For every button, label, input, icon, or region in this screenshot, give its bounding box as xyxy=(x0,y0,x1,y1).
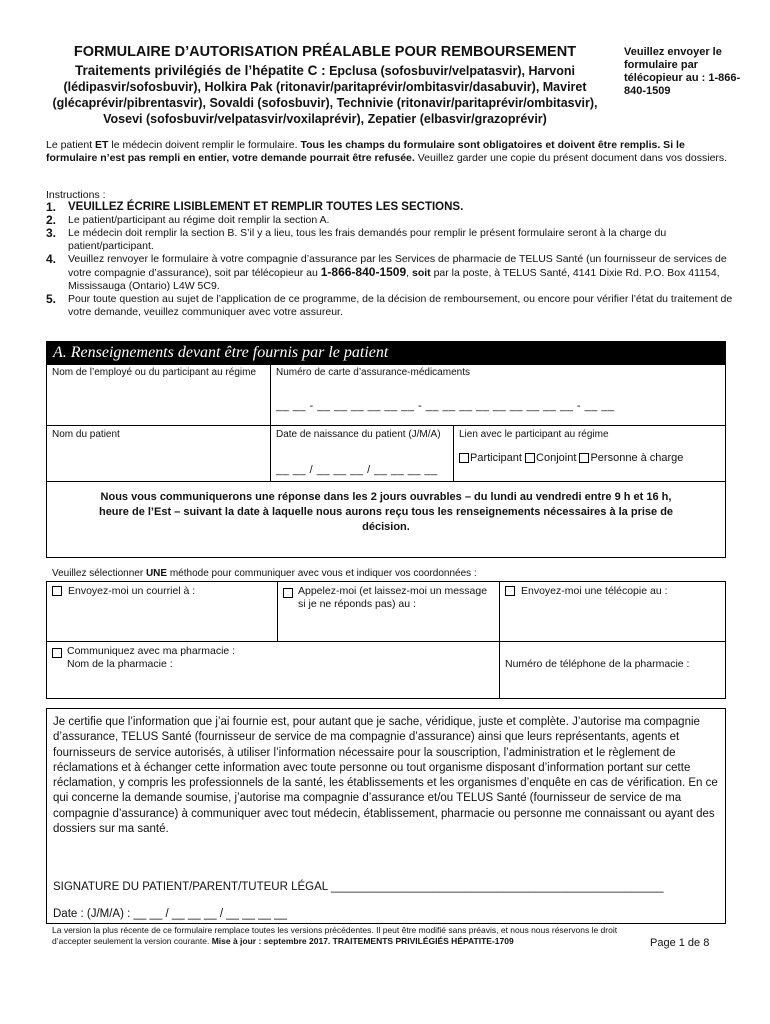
patient-name-field[interactable] xyxy=(47,426,271,482)
contact-intro-text: méthode pour communiquer avec vous et indiquer vos coordonnées : xyxy=(167,568,477,579)
instruction-number: 3. xyxy=(46,226,57,240)
pharmacy-phone-field[interactable] xyxy=(500,642,725,698)
instruction-text: par la poste, à TELUS Santé, 4141 Dixie Rd. P.O. Box 41154, Mississauga (Ontario) L4W 5C9. xyxy=(68,267,720,292)
option-conjoint[interactable] xyxy=(525,452,576,464)
instruction-item xyxy=(46,293,736,319)
checkbox-icon[interactable] xyxy=(525,453,535,463)
contact-phone-option[interactable] xyxy=(278,582,500,642)
checkbox-icon[interactable] xyxy=(579,453,589,463)
instruction-text: Pour toute question au sujet de l’application de ce programme, de la décision de remboursement, ou encore pour vérifier l’état du traitement de votre demande, veuillez communiquer avec votre assureur. xyxy=(68,293,733,318)
instruction-item xyxy=(46,201,736,214)
instruction-item xyxy=(46,253,736,293)
subtitle-drugs: Epclusa (sofosbuvir/velpatasvir), Harvoni (lédipasvir/sofosbuvir), Holkira Pak (ritonavir/paritaprévir/ombitasvir/dasabuvir), Maviret (glécaprévir/pibrentasvir), Sovaldi (sofosbuvir), Technivie (ritonavir/paritaprévir/ombitasvir), Vosevi (sofosbuvir/velpatasvir/voxilaprévir), Zepatier (elbasvir/grazoprévir) xyxy=(52,64,598,126)
certification-text: Je certifie que l’information que j’ai fournie est, pour autant que je sache, véridique, juste et complète. J’autorise ma compagnie d’assurance, TELUS Santé (fournisseur de service de ma compagnie d’assurance) ainsi que leurs représentants, agents et fournisseurs de service autorisés, à utiliser l’information nécessaire pour la souscription, l’administration et le règlement de réclamations et à échanger cette information avec toute personne ou tout organisme disposant d’information portant sur cette réclamation, y compris les professionnels de la santé, les établissements et les organismes d’enquête en cas de vérification. En ce qui concerne la demande soumise, j’autorise ma compagnie d’assurance et/ou TELUS Santé (fournisseur de service de ma compagnie d’assurance) à communiquer avec tout médecin, établissement, pharmacie ou personne me connaissant ou ayant des dossiers sur ma santé. xyxy=(53,716,718,836)
subtitle-lead: Traitements privilégiés de l’hépatite C : xyxy=(75,63,326,78)
instruction-text: Le médecin doit remplir la section B. S’il y a lieu, tous les frais demandés pour remplir le présent formulaire seront à la charge du patient/participant. xyxy=(68,227,667,252)
instruction-text: Le patient/participant au régime doit remplir la section A. xyxy=(68,214,330,226)
instruction-item xyxy=(46,214,736,227)
contact-method-intro xyxy=(52,568,477,579)
section-a xyxy=(46,341,726,558)
checkbox-icon[interactable] xyxy=(52,648,62,658)
contact-fax-label: Envoyez-moi une télécopie au : xyxy=(521,585,668,597)
instruction-text: VEUILLEZ ÉCRIRE LISIBLEMENT ET REMPLIR TOUTES LES SECTIONS. xyxy=(68,201,464,213)
certification-box xyxy=(46,708,726,924)
dob-blanks: __ __ / __ __ __ / __ __ __ __ xyxy=(276,464,438,476)
option-label: Personne à charge xyxy=(590,452,684,464)
employee-name-label: Nom de l’employé ou du participant au régime xyxy=(52,367,256,378)
card-number-label: Numéro de carte d’assurance-médicaments xyxy=(276,367,470,378)
relationship-label: Lien avec le participant au régime xyxy=(459,429,609,440)
option-participant[interactable] xyxy=(459,452,522,464)
checkbox-icon[interactable] xyxy=(52,586,62,596)
contact-intro-text: Veuillez sélectionner xyxy=(52,568,146,579)
signature-line[interactable]: SIGNATURE DU PATIENT/PARENT/TUTEUR LÉGAL ____________________________________________________ xyxy=(53,881,664,893)
response-notice xyxy=(47,490,725,535)
instruction-fax-number: 1-866-840-1509 xyxy=(320,265,407,279)
contact-email-label: Envoyez-moi un courriel à : xyxy=(68,585,196,597)
date-line[interactable]: Date : (J/M/A) : __ __ / __ __ __ / __ __ __ __ xyxy=(53,908,287,920)
dob-label: Date de naissance du patient (J/M/A) xyxy=(276,429,441,440)
instruction-text: Veuillez renvoyer le formulaire à votre compagnie d’assurance par les Services de pharmacie de TELUS Santé (un fournisseur de services de votre compagnie d’assurance), soit par télécopieur au xyxy=(68,253,727,279)
contact-pharmacy-label: Communiquez avec ma pharmacie : xyxy=(67,645,236,657)
page-number: Page 1 de 8 xyxy=(650,937,710,949)
checkbox-icon[interactable] xyxy=(283,588,293,598)
intro-paragraph xyxy=(46,139,736,165)
contact-intro-une: UNE xyxy=(145,568,168,579)
instructions-list xyxy=(46,201,736,319)
intro-bold: Tous les champs du formulaire sont obligatoires et doivent être remplis. Si le formulaire n’est pas rempli en entier, votre demande pourrait être refusée. xyxy=(46,139,685,164)
contact-pharmacy-option[interactable] xyxy=(47,642,500,698)
card-number-field[interactable] xyxy=(271,364,725,426)
footer-update: Mise à jour : septembre 2017. TRAITEMENTS PRIVILÉGIÉS HÉPATITE-1709 xyxy=(211,936,514,946)
employee-name-field[interactable] xyxy=(47,364,271,426)
section-a-title: A. Renseignements devant être fournis par le patient xyxy=(53,344,389,361)
intro-text-2: le médecin doivent remplir le formulaire. xyxy=(108,139,301,151)
checkbox-icon[interactable] xyxy=(505,586,515,596)
section-a-header xyxy=(47,342,725,365)
instruction-number: 5. xyxy=(46,292,57,306)
form-title: FORMULAIRE D’AUTORISATION PRÉALABLE POUR REMBOURSEMENT xyxy=(73,44,577,60)
card-number-blanks: __ __ - __ __ __ __ __ __ - __ __ __ __ __ __ __ __ __ - __ __ xyxy=(276,400,615,412)
form-header xyxy=(40,44,610,127)
contact-email-option[interactable] xyxy=(47,582,278,642)
instruction-item xyxy=(46,227,736,253)
instruction-number: 2. xyxy=(46,213,57,227)
intro-et: ET xyxy=(95,139,109,151)
instruction-soit: soit xyxy=(411,267,431,279)
instruction-number: 1. xyxy=(46,200,57,214)
footer-text: La version la plus récente de ce formulaire remplace toutes les versions précédentes. Il peut être modifié sans préavis, et nous nous réservons le droit d’accepter seulement la version courante. xyxy=(52,925,618,946)
checkbox-icon[interactable] xyxy=(459,453,469,463)
option-label: Conjoint xyxy=(536,452,577,464)
option-label: Participant xyxy=(470,452,522,464)
form-subtitle xyxy=(40,63,610,127)
instruction-text: , xyxy=(406,267,412,279)
instructions-title: Instructions : xyxy=(46,189,106,201)
fax-note: Veuillez envoyer le formulaire par télécopieur au : 1-866-840-1509 xyxy=(624,46,741,97)
intro-text-3: Veuillez garder une copie du présent document dans vos dossiers. xyxy=(414,152,728,164)
intro-text-1: Le patient xyxy=(46,139,96,151)
patient-name-label: Nom du patient xyxy=(52,429,120,440)
pharmacy-phone-label: Numéro de téléphone de la pharmacie : xyxy=(505,658,690,670)
pharmacy-name-label: Nom de la pharmacie : xyxy=(67,657,173,670)
relationship-field xyxy=(454,426,725,482)
footer-note xyxy=(52,925,622,947)
contact-method-table xyxy=(46,581,726,699)
contact-phone-label: Appelez-moi (et laissez-moi un message si je ne réponds pas) au : xyxy=(298,585,488,610)
option-dependant[interactable] xyxy=(579,452,683,464)
instruction-number: 4. xyxy=(46,252,57,266)
relationship-options xyxy=(459,452,683,465)
contact-fax-option[interactable] xyxy=(500,582,725,642)
dob-field[interactable] xyxy=(271,426,454,482)
response-notice-text: Nous vous communiquerons une réponse dans les 2 jours ouvrables – du lundi au vendredi entre 9 h et 16 h, heure de l’Est – suivant la date à laquelle nous aurons reçu tous les renseignements nécessaires à la prise de décision. xyxy=(98,491,674,533)
